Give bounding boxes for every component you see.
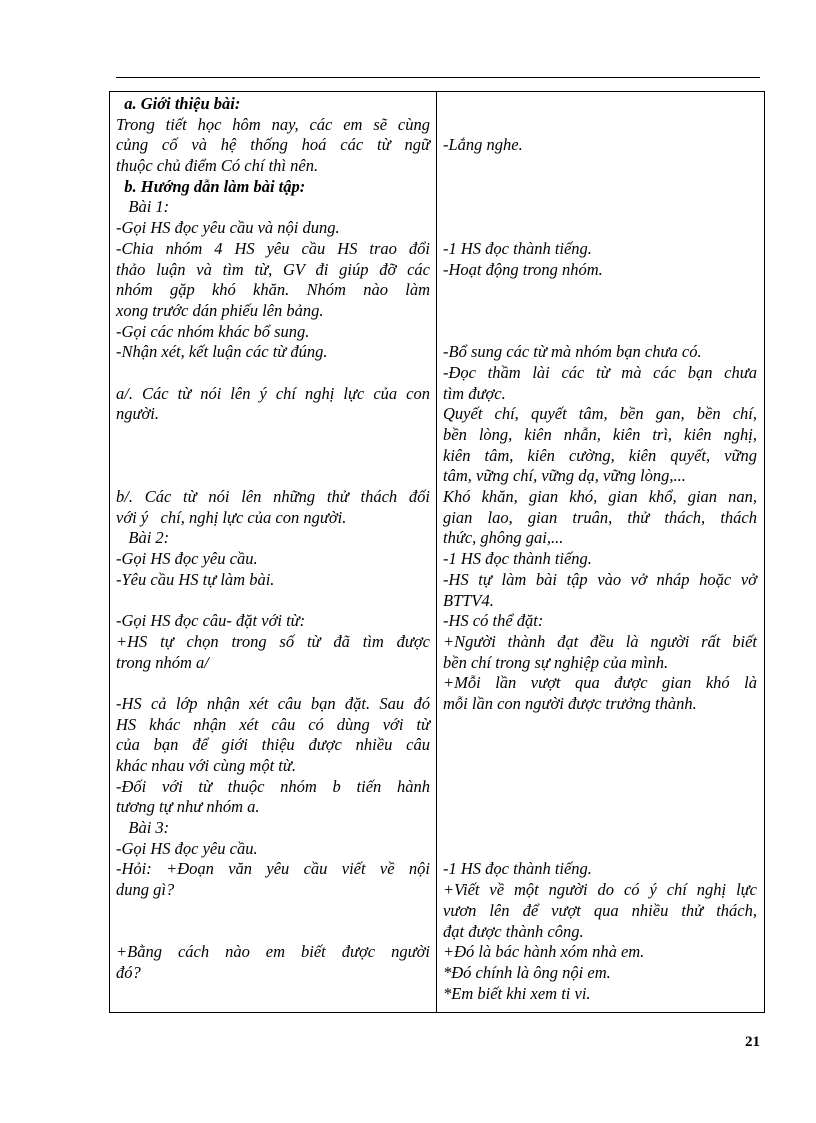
teacher-activity-line: Bài 1:: [116, 197, 170, 217]
student-activity-line: vươn lên để vượt qua nhiều thử thách,: [443, 900, 757, 920]
teacher-activity-line: với ý chí, nghị lực của con người.: [116, 507, 347, 527]
teacher-activity-line: [116, 425, 430, 446]
teacher-activity-line: -Gọi HS đọc yêu cầu.: [116, 838, 258, 858]
teacher-activity-line: -Nhận xét, kết luận các từ đúng.: [116, 342, 328, 362]
teacher-activity-line: Bài 3:: [116, 818, 170, 838]
page-number: 21: [745, 1034, 760, 1050]
student-activity-line: -1 HS đọc thành tiếng.: [443, 549, 592, 569]
student-activity-line: tâm, vững chí, vững dạ, vững lòng,...: [443, 466, 686, 486]
student-activity-line: -Bổ sung các từ mà nhóm bạn chưa có.: [443, 342, 702, 362]
teacher-activity-line: củng cố và hệ thống hoá các từ ngữ: [116, 135, 430, 155]
student-activity-line: gian lao, gian truân, thử thách, thách: [443, 507, 757, 527]
student-activity-line: Quyết chí, quyết tâm, bền gan, bền chí,: [443, 404, 757, 424]
student-activity-line: bền lòng, kiên nhẫn, kiên trì, kiên nghị,: [443, 425, 757, 444]
student-activity-line: [443, 218, 757, 239]
student-activity-line: tìm được.: [443, 383, 506, 403]
student-activity-line: BTTV4.: [443, 590, 494, 610]
teacher-activity-line: -Gọi HS đọc yêu cầu và nội dung.: [116, 218, 340, 238]
student-activity-line: +Người thành đạt đều là người rất biết: [443, 631, 757, 651]
teacher-activity-line: -Gọi HS đọc câu- đặt với từ:: [116, 611, 306, 631]
student-activity-line: [443, 715, 757, 736]
teacher-activity-line: -Yêu cầu HS tự làm bài.: [116, 569, 275, 589]
student-activity-line: [443, 280, 757, 301]
student-activity-line: -Đọc thầm lài các từ mà các bạn chưa: [443, 362, 757, 382]
student-activity-line: [443, 756, 757, 777]
teacher-activity-line: nhóm gặp khó khăn. Nhóm nào làm: [116, 280, 430, 300]
student-activity-line: [443, 735, 757, 756]
teacher-activity-line: -Hỏi: +Đoạn văn yêu cầu viết về nội: [116, 859, 430, 879]
teacher-activity-line: -Gọi HS đọc yêu cầu.: [116, 549, 258, 569]
student-activity-line: +Viết về một người do có ý chí nghị lực: [443, 880, 757, 900]
teacher-activity-line: tương tự như nhóm a.: [116, 797, 260, 817]
teacher-activity-line: [116, 446, 430, 467]
column-divider: [436, 91, 437, 1013]
teacher-activity-line: thảo luận và tìm từ, GV đi giúp đỡ các: [116, 259, 430, 279]
student-activity-line: [443, 156, 757, 177]
student-activity-line: *Em biết khi xem ti vi.: [443, 983, 591, 1003]
teacher-activity-line: dung gì?: [116, 880, 175, 900]
teacher-activities-column: [116, 94, 430, 984]
teacher-activity-line: -Gọi các nhóm khác bổ sung.: [116, 321, 310, 341]
student-activity-line: [443, 177, 757, 198]
teacher-activity-line: -Chia nhóm 4 HS yêu cầu HS trao đổi: [116, 238, 430, 258]
student-activity-line: -HS có thể đặt:: [443, 611, 544, 631]
student-activity-line: [443, 301, 757, 322]
teacher-activity-line: -HS cả lớp nhận xét câu bạn đặt. Sau đó: [116, 693, 430, 713]
header-rule: [116, 77, 760, 78]
student-activities-column: [443, 94, 757, 1004]
teacher-activity-line: +HS tự chọn trong số từ đã tìm được: [116, 631, 430, 651]
teacher-activity-line: [116, 673, 430, 694]
teacher-activity-line: a/. Các từ nói lên ý chí nghị lực của con: [116, 383, 430, 403]
teacher-activity-line: đó?: [116, 962, 141, 982]
teacher-activity-line: [116, 363, 430, 384]
teacher-activity-line: b. Hướng dẫn làm bài tập:: [116, 176, 306, 196]
teacher-activity-line: [116, 901, 430, 922]
student-activity-line: -Lắng nghe.: [443, 135, 523, 155]
teacher-activity-line: Trong tiết học hôm nay, các em sẽ cùng: [116, 114, 430, 134]
student-activity-line: [443, 197, 757, 218]
teacher-activity-line: [116, 466, 430, 487]
student-activity-line: -Hoạt động trong nhóm.: [443, 259, 603, 279]
teacher-activity-line: +Bằng cách nào em biết được người: [116, 942, 430, 962]
student-activity-line: bền chí trong sự nghiệp của mình.: [443, 652, 669, 672]
teacher-activity-line: người.: [116, 404, 160, 424]
student-activity-line: -1 HS đọc thành tiếng.: [443, 859, 592, 879]
teacher-activity-line: b/. Các từ nói lên những thử thách đối: [116, 487, 430, 507]
teacher-activity-line: [116, 922, 430, 943]
student-activity-line: -HS tự làm bài tập vào vở nháp hoặc vở: [443, 569, 757, 589]
student-activity-line: [443, 839, 757, 860]
student-activity-line: kiên tâm, kiên cường, kiên quyết, vững: [443, 445, 757, 465]
student-activity-line: Khó khăn, gian khó, gian khổ, gian nan,: [443, 487, 757, 507]
teacher-activity-line: -Đối với từ thuộc nhóm b tiến hành: [116, 776, 430, 796]
teacher-activity-line: xong trước dán phiếu lên bảng.: [116, 300, 324, 320]
teacher-activity-line: [116, 591, 430, 612]
student-activity-line: +Mỗi lần vượt qua được gian khó là: [443, 673, 757, 693]
teacher-activity-line: của bạn để giới thiệu được nhiều câu: [116, 735, 430, 755]
student-activity-line: [443, 322, 757, 343]
student-activity-line: +Đó là bác hành xóm nhà em.: [443, 942, 645, 962]
teacher-activity-line: khác nhau với cùng một từ.: [116, 756, 297, 775]
student-activity-line: -1 HS đọc thành tiếng.: [443, 238, 592, 258]
teacher-activity-line: HS khác nhận xét câu có dùng với từ: [116, 714, 430, 734]
student-activity-line: đạt được thành công.: [443, 921, 584, 941]
student-activity-line: mỗi lần con người được trưởng thành.: [443, 693, 697, 713]
student-activity-line: thức, ghông gai,...: [443, 528, 564, 548]
student-activity-line: *Đó chính là ông nội em.: [443, 962, 611, 982]
teacher-activity-line: Bài 2:: [116, 528, 170, 548]
student-activity-line: [443, 818, 757, 839]
student-activity-line: [443, 115, 757, 136]
teacher-activity-line: a. Giới thiệu bài:: [116, 94, 241, 113]
student-activity-line: [443, 94, 757, 115]
student-activity-line: [443, 777, 757, 798]
teacher-activity-line: trong nhóm a/: [116, 652, 209, 672]
teacher-activity-line: thuộc chủ điểm Có chí thì nên.: [116, 156, 319, 176]
student-activity-line: [443, 797, 757, 818]
